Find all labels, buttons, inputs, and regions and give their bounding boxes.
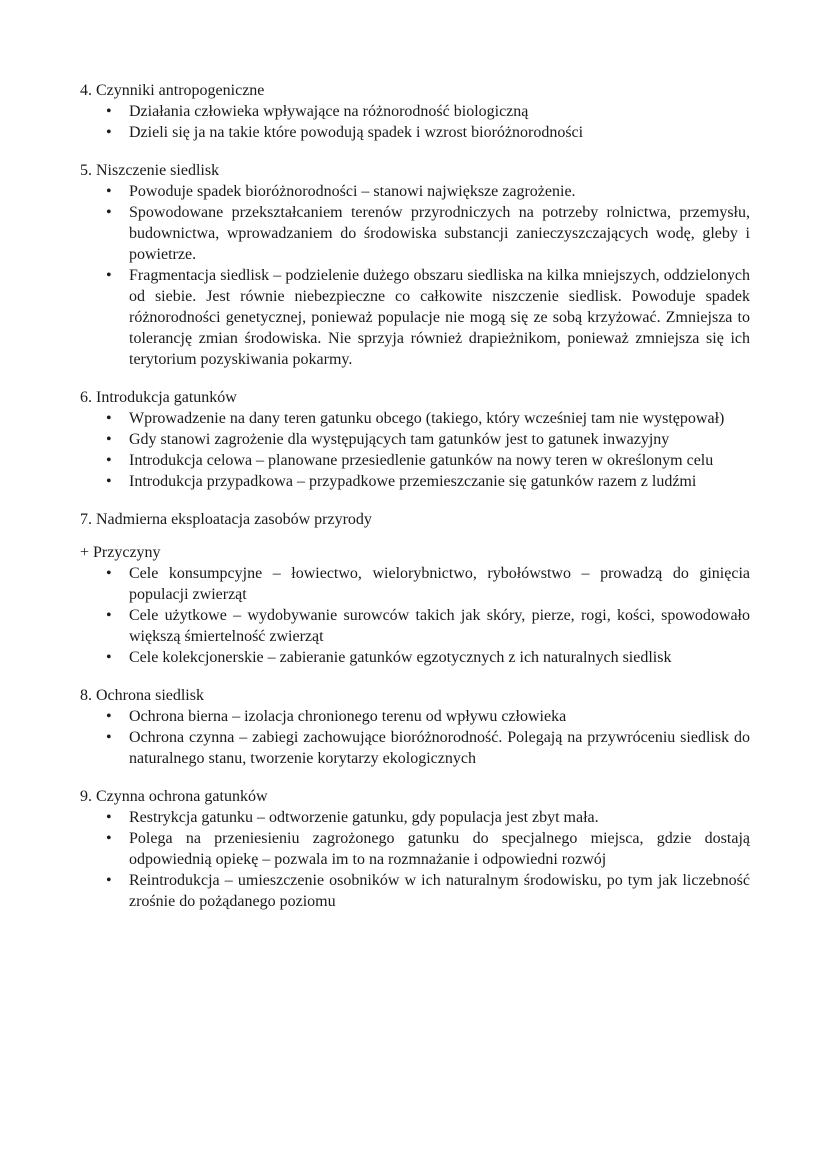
section-nadmierna-eksploatacja [80, 509, 750, 668]
list-item-text: Cele użytkowe – wydobywanie surowców takich jak skóry, pierze, rogi, kości, spowodowało większą śmiertelność zwierząt [129, 607, 750, 645]
document-page [80, 80, 750, 929]
section-heading: 7. Nadmierna eksploatacja zasobów przyrody [80, 511, 372, 528]
bullet-icon: • [106, 729, 112, 746]
list-item [106, 265, 750, 370]
section-heading: 8. Ochrona siedlisk [80, 687, 204, 704]
list-item [106, 647, 750, 668]
bullet-icon: • [106, 431, 112, 448]
section-heading: 9. Czynna ochrona gatunków [80, 788, 268, 805]
section-subheading: + Przyczyny [80, 544, 161, 561]
list-item [106, 563, 750, 605]
bullet-list [80, 807, 750, 912]
list-item [106, 202, 750, 265]
list-item [106, 727, 750, 769]
list-item-text: Powoduje spadek bioróżnorodności – stanowi największe zagrożenie. [129, 183, 576, 200]
section-czynna-ochrona-gatunkow [80, 786, 750, 912]
list-item-text: Spowodowane przekształcaniem terenów przyrodniczych na potrzeby rolnictwa, przemysłu, budownictwa, wprowadzaniem do środowiska substancji zanieczyszczających wodę, gleby i powietrze. [129, 204, 750, 263]
bullet-icon: • [106, 124, 112, 141]
list-item-text: Fragmentacja siedlisk – podzielenie dużego obszaru siedliska na kilka mniejszych, oddzielonych od siebie. Jest równie niebezpieczne co całkowite niszczenie siedlisk. Powoduje spadek różnorodności genetycznej, ponieważ populacje nie mogą się ze sobą krzyżować. Zmniejsza to tolerancję zmian środowiska. Nie sprzyja również drapieżnikom, ponieważ zmniejsza się ich terytorium pozyskiwania pokarmy. [129, 267, 750, 368]
bullet-icon: • [106, 809, 112, 826]
bullet-icon: • [106, 607, 112, 624]
list-item-text: Wprowadzenie na dany teren gatunku obcego (takiego, który wcześniej tam nie występował) [129, 410, 725, 427]
bullet-icon: • [106, 267, 112, 284]
list-item-text: Cele kolekcjonerskie – zabieranie gatunków egzotycznych z ich naturalnych siedlisk [129, 649, 672, 666]
bullet-icon: • [106, 183, 112, 200]
list-item-text: Cele konsumpcyjne – łowiectwo, wielorybnictwo, rybołówstwo – prowadzą do ginięcia populacji zwierząt [129, 565, 750, 603]
bullet-icon: • [106, 452, 112, 469]
bullet-list [80, 563, 750, 668]
list-item-text: Reintrodukcja – umieszczenie osobników w ich naturalnym środowisku, po tym jak liczebność zrośnie do pożądanego poziomu [129, 872, 750, 910]
bullet-icon: • [106, 473, 112, 490]
list-item [106, 706, 750, 727]
bullet-icon: • [106, 103, 112, 120]
list-item [106, 807, 750, 828]
bullet-icon: • [106, 204, 112, 221]
list-item [106, 870, 750, 912]
bullet-icon: • [106, 872, 112, 889]
section-niszczenie-siedlisk [80, 160, 750, 370]
list-item [106, 101, 750, 122]
section-ochrona-siedlisk [80, 685, 750, 769]
bullet-list [80, 101, 750, 143]
list-item [106, 471, 750, 492]
list-item [106, 828, 750, 870]
bullet-list [80, 181, 750, 370]
list-item-text: Polega na przeniesieniu zagrożonego gatunku do specjalnego miejsca, gdzie dostają odpowiednią opiekę – pozwala im to na rozmnażanie i odpowiedni rozwój [129, 830, 750, 868]
section-heading: 4. Czynniki antropogeniczne [80, 82, 265, 99]
list-item-text: Restrykcja gatunku – odtworzenie gatunku, gdy populacja jest zbyt mała. [129, 809, 599, 826]
list-item [106, 122, 750, 143]
list-item [106, 605, 750, 647]
bullet-icon: • [106, 565, 112, 582]
list-item-text: Introdukcja celowa – planowane przesiedlenie gatunków na nowy teren w określonym celu [129, 452, 714, 469]
section-heading: 5. Niszczenie siedlisk [80, 162, 220, 179]
section-heading: 6. Introdukcja gatunków [80, 389, 237, 406]
section-czynniki-antropogeniczne [80, 80, 750, 143]
list-item-text: Ochrona czynna – zabiegi zachowujące bioróżnorodność. Polegają na przywróceniu siedlisk do naturalnego stanu, tworzenie korytarzy ekologicznych [129, 729, 750, 767]
bullet-icon: • [106, 708, 112, 725]
bullet-icon: • [106, 410, 112, 427]
bullet-icon: • [106, 649, 112, 666]
list-item [106, 181, 750, 202]
list-item-text: Gdy stanowi zagrożenie dla występujących tam gatunków jest to gatunek inwazyjny [129, 431, 670, 448]
list-item [106, 429, 750, 450]
bullet-icon: • [106, 830, 112, 847]
list-item [106, 408, 750, 429]
list-item-text: Ochrona bierna – izolacja chronionego terenu od wpływu człowieka [129, 708, 567, 725]
list-item-text: Dzieli się ja na takie które powodują spadek i wzrost bioróżnorodności [129, 124, 584, 141]
list-item-text: Działania człowieka wpływające na różnorodność biologiczną [129, 103, 529, 120]
list-item-text: Introdukcja przypadkowa – przypadkowe przemieszczanie się gatunków razem z ludźmi [129, 473, 697, 490]
list-item [106, 450, 750, 471]
bullet-list [80, 706, 750, 769]
bullet-list [80, 408, 750, 492]
section-introdukcja-gatunkow [80, 387, 750, 492]
